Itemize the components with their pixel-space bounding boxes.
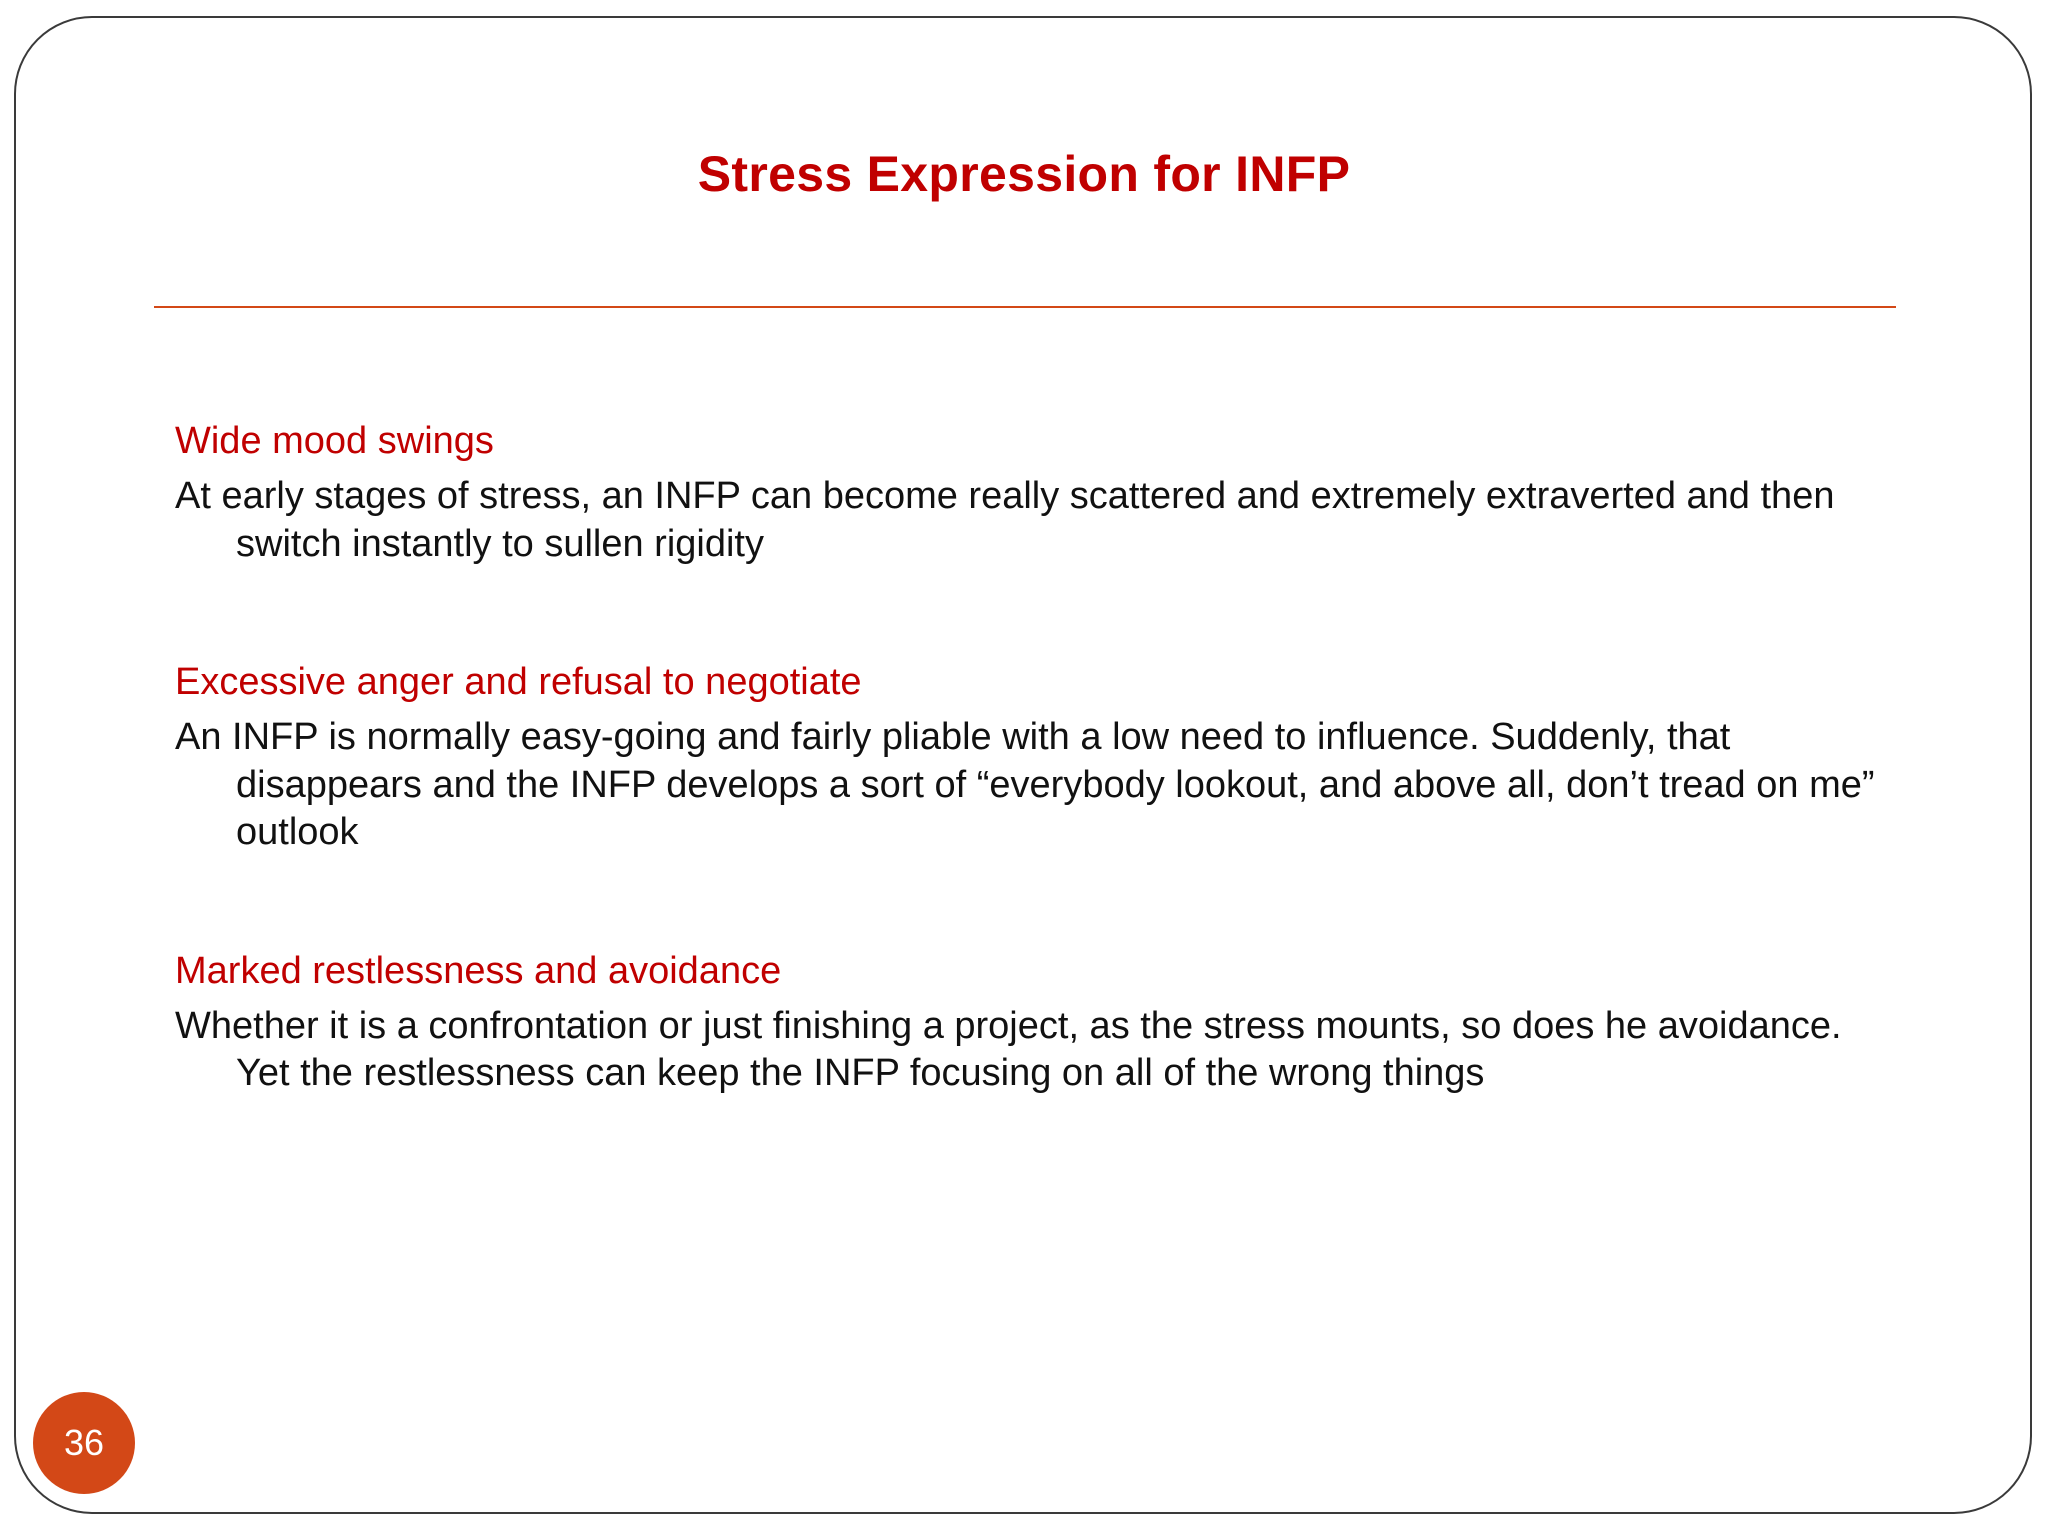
section-body: Whether it is a confrontation or just finishing a project, as the stress mounts, so does he avoidance. Yet the restlessness can keep the INFP focusing on all of the wrong things (175, 1004, 1842, 1094)
section-heading: Marked restlessness and avoidance (175, 949, 782, 992)
section-body: An INFP is normally easy-going and fairly pliable with a low need to influence. Suddenly, that disappears and the INFP develops a sort of “everybody lookout, and above all, don’t tread on me” outlook (175, 716, 1875, 853)
page-number-badge: 36 (33, 1392, 135, 1494)
slide-content (175, 418, 1875, 1098)
section-mood-swings (175, 418, 1875, 568)
section-heading: Excessive anger and refusal to negotiate (175, 661, 862, 703)
section-body: At early stages of stress, an INFP can become really scattered and extremely extraverted and then switch instantly to sullen rigidity (175, 475, 1835, 565)
section-heading: Wide mood swings (175, 420, 494, 462)
title-divider (154, 306, 1896, 308)
slide-title: Stress Expression for INFP (697, 146, 1351, 202)
section-restlessness (175, 948, 1875, 1098)
section-anger (175, 659, 1875, 857)
